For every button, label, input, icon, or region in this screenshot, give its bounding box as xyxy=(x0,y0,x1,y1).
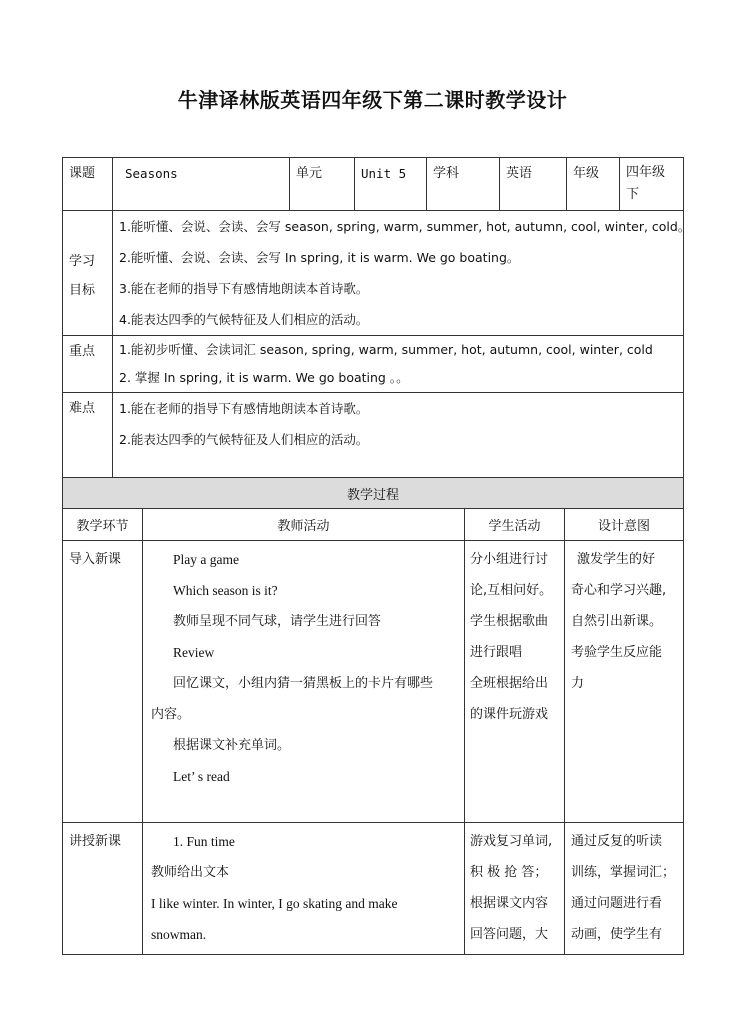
course-row xyxy=(63,158,684,211)
grade-value-line-2: 下 xyxy=(626,187,640,202)
subject-label: 学科 xyxy=(427,158,500,211)
teacher-activity-line: 根据课文补充单词。 xyxy=(173,738,291,753)
stage-cell: 导入新课 xyxy=(63,541,143,823)
teacher-activity-cell xyxy=(143,541,465,823)
objectives-label xyxy=(63,211,113,336)
student-activity-line: 积 极 抢 答； xyxy=(470,865,548,880)
grade-label: 年级 xyxy=(567,158,620,211)
design-intent-line: 自然引出新课。 xyxy=(571,614,663,629)
course-label: 课题 xyxy=(63,158,113,211)
student-activity-line: 游戏复习单词, xyxy=(470,834,553,849)
student-activity-cell xyxy=(465,541,565,823)
design-intent-line: 力 xyxy=(571,676,585,691)
design-intent-line: 通过问题进行看 xyxy=(571,896,663,911)
objective-item: 1.能听懂、会说、会读、会写 season, spring, warm, summer, hot, autumn, cool, winter, cold。 xyxy=(119,219,691,234)
grade-value xyxy=(620,158,684,211)
difficult-points-label: 难点 xyxy=(63,393,113,479)
student-activity-line: 全班根据给出 xyxy=(470,676,549,691)
stage-cell: 讲授新课 xyxy=(63,823,143,955)
course-value: Seasons xyxy=(113,158,290,211)
objectives-label-line-2: 目标 xyxy=(69,283,96,298)
process-row-teaching xyxy=(63,823,684,955)
process-row-intro xyxy=(63,541,684,823)
header-student: 学生活动 xyxy=(465,509,565,541)
key-points-label: 重点 xyxy=(63,336,113,393)
objectives-row xyxy=(63,211,684,336)
difficult-points-row xyxy=(63,393,684,479)
student-activity-line: 进行跟唱 xyxy=(470,645,523,660)
student-activity-line: 论,互相问好。 xyxy=(470,583,553,598)
teaching-process-table xyxy=(62,477,684,955)
student-activity-line: 学生根据歌曲 xyxy=(470,614,549,629)
student-activity-line: 回答问题，大 xyxy=(470,927,549,942)
teacher-activity-line: I like winter. In winter, I go skating and make xyxy=(151,896,398,911)
teacher-activity-line: 回忆课文，小组内猜一猜黑板上的卡片有哪些 xyxy=(173,676,434,691)
grade-value-line-1: 四年级 xyxy=(626,165,666,180)
teacher-activity-line: Which season is it? xyxy=(173,583,278,598)
key-points-row xyxy=(63,336,684,393)
difficult-point-item: 1.能在老师的指导下有感情地朗读本首诗歌。 xyxy=(119,401,369,416)
key-point-item: 1.能初步听懂、会读词汇 season, spring, warm, summer, hot, autumn, cool, winter, cold xyxy=(119,342,653,357)
objective-item: 3.能在老师的指导下有感情地朗读本首诗歌。 xyxy=(119,281,369,296)
difficult-point-item: 2.能表达四季的气候特征及人们相应的活动。 xyxy=(119,432,369,447)
teacher-activity-line: Play a game xyxy=(173,552,239,567)
teacher-activity-line: 教师呈现不同气球，请学生进行回答 xyxy=(173,614,382,629)
design-intent-cell xyxy=(565,823,684,955)
teacher-activity-line: Review xyxy=(173,645,215,660)
header-teacher: 教师活动 xyxy=(143,509,465,541)
process-banner: 教学过程 xyxy=(63,478,684,509)
unit-value: Unit 5 xyxy=(355,158,427,211)
design-intent-line: 激发学生的好 xyxy=(577,552,656,567)
teacher-activity-line: 内容。 xyxy=(151,707,191,722)
teacher-activity-line: 教师给出文本 xyxy=(151,865,230,880)
header-stage: 教学环节 xyxy=(63,509,143,541)
teacher-activity-cell xyxy=(143,823,465,955)
difficult-points-content xyxy=(113,393,684,479)
design-intent-cell xyxy=(565,541,684,823)
key-points-content xyxy=(113,336,684,393)
process-banner-row xyxy=(63,478,684,509)
student-activity-line: 的课件玩游戏 xyxy=(470,707,549,722)
student-activity-line: 根据课文内容 xyxy=(470,896,549,911)
student-activity-cell xyxy=(465,823,565,955)
student-activity-line: 分小组进行讨 xyxy=(470,552,549,567)
teacher-activity-line: Let’ s read xyxy=(173,769,230,784)
design-intent-line: 奇心和学习兴趣, xyxy=(571,583,667,598)
design-intent-line: 训练，掌握词汇； xyxy=(571,865,676,880)
lesson-info-table xyxy=(62,157,691,479)
document-title: 牛津译林版英语四年级下第二课时教学设计 xyxy=(177,88,568,112)
objectives-content xyxy=(113,211,691,336)
objectives-label-line-1: 学习 xyxy=(69,254,96,269)
header-intent: 设计意图 xyxy=(565,509,684,541)
subject-value: 英语 xyxy=(500,158,567,211)
teacher-activity-line: 1. Fun time xyxy=(173,834,235,849)
design-intent-line: 考验学生反应能 xyxy=(571,645,663,660)
unit-label: 单元 xyxy=(290,158,355,211)
design-intent-line: 通过反复的听读 xyxy=(571,834,663,849)
process-header-row xyxy=(63,509,684,541)
design-intent-line: 动画，使学生有 xyxy=(571,927,663,942)
objective-item: 2.能听懂、会说、会读、会写 In spring, it is warm. We go boating。 xyxy=(119,250,520,265)
objective-item: 4.能表达四季的气候特征及人们相应的活动。 xyxy=(119,312,369,327)
teacher-activity-line: snowman. xyxy=(151,927,207,942)
key-point-item: 2. 掌握 In spring, it is warm. We go boating 。。 xyxy=(119,370,409,385)
